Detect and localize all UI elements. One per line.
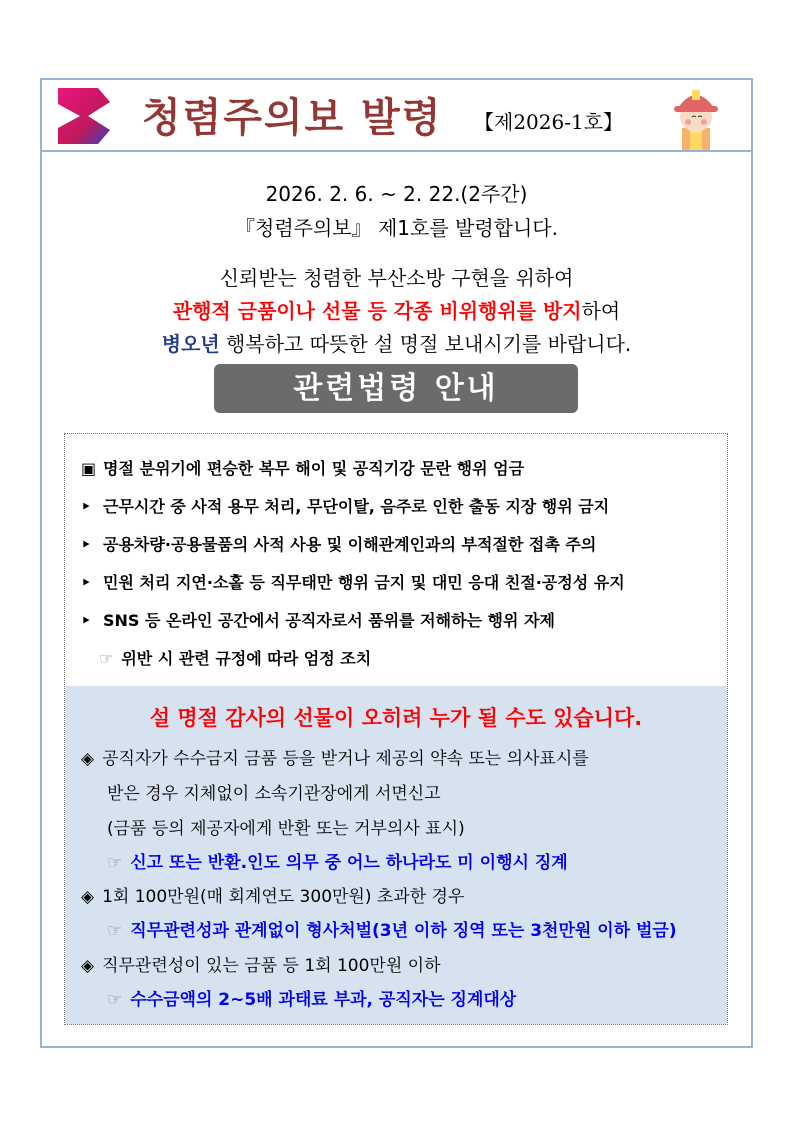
gift-note: [107, 916, 677, 941]
diamond-bullet-icon: ◈: [81, 956, 95, 976]
main-rule-text: 명절 분위기에 편승한 복무 해이 및 공직기강 문란 행위 엄금: [103, 459, 525, 478]
gift-text: 직무관련성이 있는 금품 등 1회 100만원 이하: [102, 956, 441, 976]
announcement: 『청렴주의보』 제1호를 발령합니다.: [235, 216, 558, 240]
intro-line-3: [42, 328, 751, 357]
gift-text: 받은 경우 지체없이 소속기관장에게 서면신고: [107, 784, 441, 804]
square-bullet-icon: ▣: [81, 459, 97, 478]
rule-item: [81, 570, 625, 593]
gift-note: [107, 985, 516, 1010]
triangle-bullet-icon: ‣: [81, 611, 92, 630]
rule-note-text: 위반 시 관련 규정에 따라 엄정 조치: [121, 649, 372, 668]
gift-text: 1회 100만원(매 회계연도 300만원) 초과한 경우: [102, 887, 465, 907]
main-rule: [81, 456, 524, 479]
pointing-hand-icon: ☞: [107, 990, 123, 1010]
related-laws-banner: 관련법령 안내: [214, 364, 578, 413]
rule-note: [99, 646, 371, 669]
gift-text: (금품 등의 제공자에게 반환 또는 거부의사 표시): [107, 819, 465, 839]
gift-text: 공직자가 수수금지 금품 등을 받거나 제공의 약속 또는 의사표시를: [102, 749, 589, 769]
firefighter-mascot-icon: [666, 82, 726, 150]
diamond-bullet-icon: ◈: [81, 887, 95, 907]
rule-text: 공용차량·공용물품의 사적 사용 및 이해관계인과의 부적절한 접촉 주의: [103, 535, 597, 554]
intro-line-3-highlight: 병오년: [161, 332, 220, 356]
intro-line-2-highlight: 관행적 금품이나 선물 등 각종 비위행위를 방지: [172, 299, 582, 323]
pointing-hand-icon: ☞: [107, 853, 123, 873]
intro-line-2: [42, 295, 751, 324]
page-title: 청렴주의보 발령: [142, 95, 443, 141]
gift-note-text: 수수금액의 2~5배 과태료 부과, 공직자는 징계대상: [130, 990, 517, 1010]
rule-item: [81, 532, 596, 555]
pointing-hand-icon: ☞: [99, 649, 114, 668]
period: 2026. 2. 6. ~ 2. 22.(2주간): [265, 182, 528, 206]
gift-note: [107, 848, 568, 873]
rule-item: [81, 608, 555, 631]
gift-point-1: [81, 744, 589, 769]
gift-point-3: [81, 951, 441, 976]
intro-line-2-rest: 하여: [581, 299, 621, 323]
triangle-bullet-icon: ‣: [81, 573, 92, 592]
intro-line-3-rest: 행복하고 따뜻한 설 명절 보내시기를 바랍니다.: [219, 332, 632, 356]
pointing-hand-icon: ☞: [107, 921, 123, 941]
rule-text: 근무시간 중 사적 용무 처리, 무단이탈, 음주로 인한 출동 지장 행위 금지: [103, 497, 610, 516]
rule-item: [81, 494, 609, 517]
triangle-bullet-icon: ‣: [81, 535, 92, 554]
rule-text: SNS 등 온라인 공간에서 공직자로서 품위를 저해하는 행위 자제: [103, 611, 555, 630]
notice-frame: [40, 78, 753, 1048]
issue-number: 【제2026-1호】: [474, 110, 624, 134]
gift-note-text: 직무관련성과 관계없이 형사처벌(3년 이하 징역 또는 3천만원 이하 벌금): [130, 921, 677, 941]
gift-section: [65, 686, 727, 1024]
triangle-bullet-icon: ‣: [81, 497, 92, 516]
logo-icon: [58, 88, 116, 144]
conduct-rules: [65, 434, 727, 686]
gift-headline: 설 명절 감사의 선물이 오히려 누가 될 수도 있습니다.: [149, 706, 643, 730]
gift-point-2: [81, 882, 464, 907]
diamond-bullet-icon: ◈: [81, 749, 95, 769]
header: [42, 80, 751, 152]
rules-box: [64, 433, 728, 1025]
gift-note-text: 신고 또는 반환.인도 의무 중 어느 하나라도 미 이행시 징계: [130, 853, 568, 873]
intro-line-1: 신뢰받는 청렴한 부산소방 구현을 위하여: [219, 266, 574, 290]
rule-text: 민원 처리 지연·소홀 등 직무태만 행위 금지 및 대민 응대 친절·공정성 유지: [103, 573, 625, 592]
